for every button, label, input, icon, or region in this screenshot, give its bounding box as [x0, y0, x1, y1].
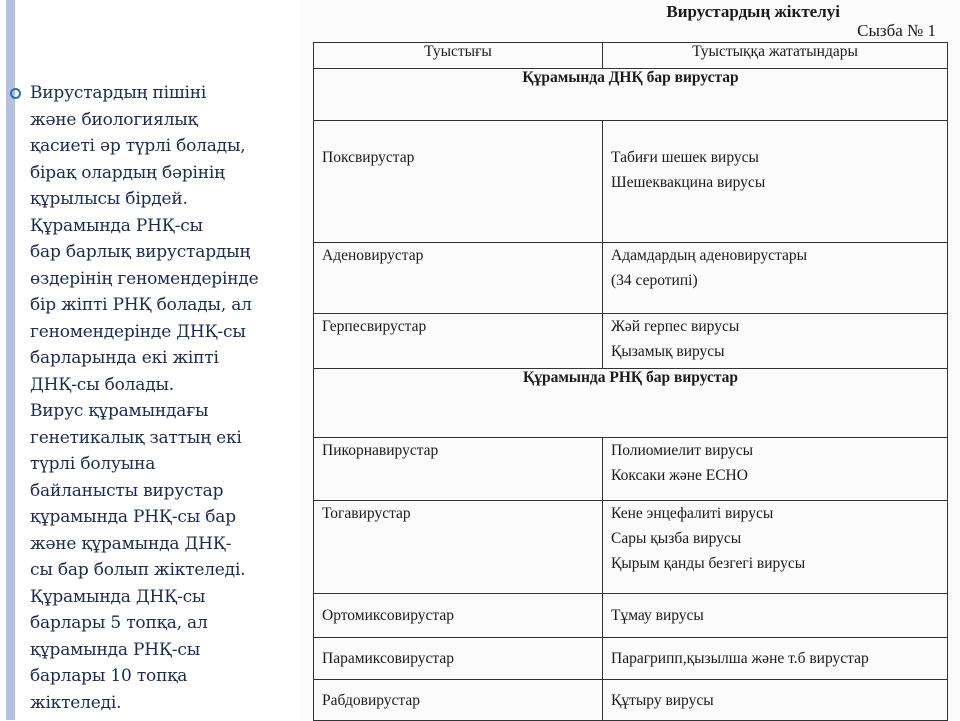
- cell-text: Табиғи шешек вирусы: [611, 149, 759, 166]
- cell-text: Полиомиелит вирусы: [611, 442, 754, 459]
- table-row: [314, 121, 948, 243]
- table-row: [314, 314, 948, 369]
- paragraph-rna: Құрамында РНҚ-сы бар барлық вирустардың өздерінің геномендерінде бір жіпті РНҚ болады, ал геномендерінде ДНҚ-сы барларында екі жіпті ДНҚ-сы болады.: [30, 215, 259, 395]
- table-row: [314, 680, 948, 721]
- table-row: [314, 243, 948, 314]
- cell-text: Қырым қанды безгегі вирусы: [611, 555, 806, 572]
- family-cell: [314, 438, 603, 501]
- cell-text: Жәй герпес вирусы: [611, 318, 740, 335]
- paragraph-intro: Вирустардың пішіні және биологиялық қасиеті әр түрлі болады, бірақ олардың бәрінің құрылысы бірдей.: [30, 83, 246, 209]
- members-cell: [603, 314, 948, 369]
- cell-text: Кене энцефалиті вирусы: [611, 505, 774, 522]
- header-family: Туыстығы: [314, 43, 603, 69]
- cell-text: Тұмау вирусы: [611, 607, 704, 624]
- cell-text: Сары қызба вирусы: [611, 530, 742, 547]
- paragraph-classification: Вирус құрамындағы генетикалық заттың екі түрлі болуына байланысты вирустар құрамында РНҚ-сы бар және құрамында ДНҚ- сы бар болып жіктеледі. Құрамында ДНҚ-сы барлары 5 топқа, ал құрамында РНҚ-сы барлары 10 топқа жіктеледі.: [30, 401, 246, 713]
- slide-text: [10, 80, 306, 716]
- family-cell: [314, 594, 603, 638]
- virus-classification-table: [313, 42, 948, 721]
- table-header-row: [314, 43, 948, 69]
- cell-text: Пикорнавирустар: [322, 442, 439, 459]
- section-row-dna: [314, 69, 948, 121]
- scanned-document: [300, 0, 960, 720]
- table-row: [314, 438, 948, 501]
- document-title: Вирустардың жіктелуі: [666, 2, 840, 21]
- members-cell: [603, 501, 948, 594]
- table-row: [314, 594, 948, 638]
- family-cell: [314, 638, 603, 680]
- table-row: [314, 638, 948, 680]
- cell-text: Шешеквакцина вирусы: [611, 174, 766, 191]
- section-title-rna: Құрамында РНҚ бар вирустар: [314, 369, 948, 438]
- cell-text: Парамиксовирустар: [322, 650, 454, 667]
- family-cell: [314, 501, 603, 594]
- members-cell: [603, 243, 948, 314]
- cell-text: Парагрипп,қызылша және т.б вирустар: [611, 650, 869, 667]
- members-cell: [603, 594, 948, 638]
- cell-text: Поксвирустар: [322, 149, 415, 166]
- section-title-dna: Құрамында ДНҚ бар вирустар: [314, 69, 948, 121]
- table-row: [314, 501, 948, 594]
- family-cell: [314, 680, 603, 721]
- family-cell: [314, 314, 603, 369]
- cell-text: Құтыру вирусы: [611, 691, 714, 709]
- cell-text: (34 серотипі): [611, 272, 698, 289]
- family-cell: [314, 243, 603, 314]
- cell-text: Рабдовирустар: [322, 691, 421, 709]
- cell-text: Герпесвирустар: [322, 318, 427, 335]
- members-cell: [603, 121, 948, 243]
- members-cell: [603, 680, 948, 721]
- section-row-rna: [314, 369, 948, 438]
- bullet-icon: [10, 88, 21, 99]
- figure-reference: Сызба № 1: [857, 21, 936, 40]
- family-cell: [314, 121, 603, 243]
- members-cell: [603, 438, 948, 501]
- members-cell: [603, 638, 948, 680]
- cell-text: Адамдардың аденовирустары: [611, 247, 808, 264]
- header-members: Туыстыққа жататындары: [603, 43, 948, 69]
- cell-text: Қызамық вирусы: [611, 343, 725, 360]
- cell-text: Аденовирустар: [322, 247, 424, 264]
- cell-text: Коксаки және ЕСНО: [611, 467, 748, 484]
- cell-text: Ортомиксовирустар: [322, 607, 455, 624]
- cell-text: Тогавирустар: [322, 505, 411, 522]
